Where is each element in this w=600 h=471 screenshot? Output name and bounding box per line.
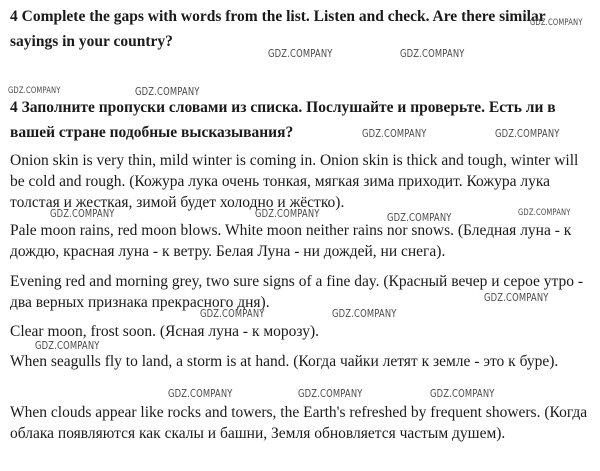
watermark: GDZ.COMPANY (362, 128, 427, 140)
watermark: GDZ.COMPANY (484, 292, 549, 304)
watermark: GDZ.COMPANY (255, 208, 320, 220)
watermark: GDZ.COMPANY (168, 388, 233, 400)
saying-pale-moon: Pale moon rains, red moon blows. White moon neither rains nor snows. (Бледная луна - к дождю, красная луна - к ветру. Белая Луна - ни дождей, ни снега). (10, 222, 572, 260)
task-number-ru: 4 (10, 99, 18, 116)
saying-evening-red: Evening red and morning grey, two sure signs of a fine day. (Красный вечер и серое утро - два верных признака прекрасного дня). (10, 273, 584, 311)
watermark: GDZ.COMPANY (298, 388, 363, 400)
watermark: GDZ.COMPANY (8, 86, 61, 96)
watermark: GDZ.COMPANY (35, 340, 100, 352)
task-text-english: Complete the gaps with words from the list. Listen and check. Are there similar sayings in your country? (10, 8, 546, 50)
watermark: GDZ.COMPANY (387, 212, 452, 224)
watermark: GDZ.COMPANY (332, 308, 397, 320)
task-number: 4 (10, 8, 18, 25)
watermark: GDZ.COMPANY (430, 388, 495, 400)
watermark: GDZ.COMPANY (50, 208, 115, 220)
task-text-russian: Заполните пропуски словами из списка. Послушайте и проверьте. Есть ли в вашей стране подобные высказывания? (10, 99, 556, 141)
saying-clouds: When clouds appear like rocks and towers, the Earth's refreshed by frequent showers. (Когда облака появляются как скалы и башни, Земля обновляется частым душем). (10, 404, 588, 442)
saying-onion-skin: Onion skin is very thin, mild winter is coming in. Onion skin is thick and tough, winter will be cold and rough. (Кожура лука очень тонкая, мягкая зима приходит. Кожура лука толстая и жесткая, зимой будет холодно и жёстко). (10, 152, 579, 211)
watermark: GDZ.COMPANY (135, 86, 200, 98)
watermark: GDZ.COMPANY (400, 48, 465, 60)
watermark: GDZ.COMPANY (200, 308, 265, 320)
task-heading-english (10, 4, 570, 54)
watermark: GDZ.COMPANY (268, 48, 333, 60)
saying-clear-moon: Clear moon, frost soon. (Ясная луна - к морозу). (10, 323, 319, 340)
task-heading-russian (10, 95, 595, 145)
watermark: GDZ.COMPANY (530, 18, 583, 28)
watermark: GDZ.COMPANY (495, 128, 560, 140)
saying-seagulls: When seagulls fly to land, a storm is at hand. (Когда чайки летят к земле - это к буре). (10, 353, 559, 370)
watermark: GDZ.COMPANY (518, 208, 571, 218)
